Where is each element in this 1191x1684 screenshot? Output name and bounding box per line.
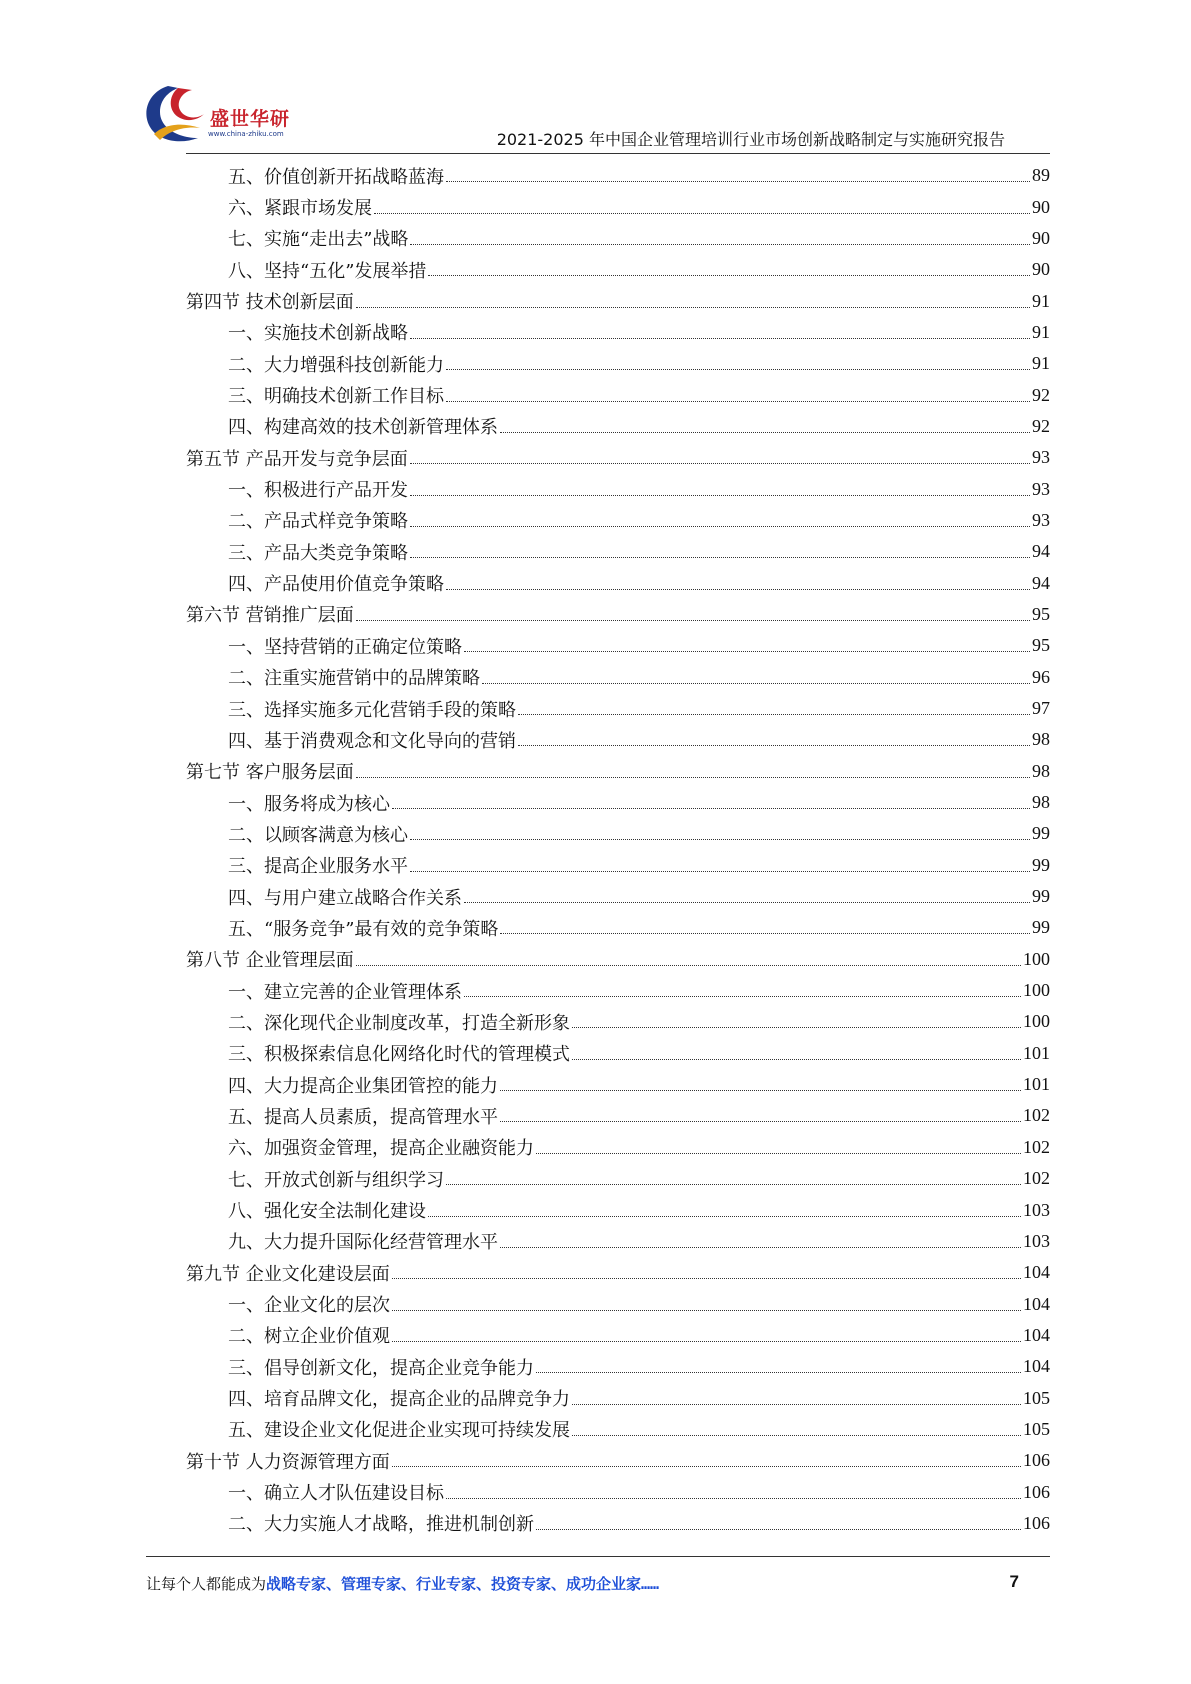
toc-page-number: 101 [1023,1074,1050,1095]
header-divider [186,153,1050,154]
toc-leader-dots [572,1435,1021,1436]
toc-leader-dots [410,526,1030,527]
toc-leader-dots [410,557,1030,558]
toc-page-number: 106 [1023,1450,1050,1471]
toc-item-row[interactable] [186,223,1050,254]
toc-item-row[interactable] [186,1038,1050,1069]
toc-item-row[interactable] [186,1288,1050,1319]
toc-page-number: 100 [1023,1011,1050,1032]
toc-leader-dots [356,620,1030,621]
toc-label: 五、提高人员素质，提高管理水平 [228,1106,498,1128]
toc-label: 四、产品使用价值竞争策略 [228,574,444,596]
toc-label: 第八节 企业管理层面 [186,950,354,972]
toc-page-number: 104 [1023,1293,1050,1314]
toc-item-row[interactable] [186,505,1050,536]
toc-label: 八、强化安全法制化建设 [228,1201,426,1223]
toc-label: 三、倡导创新文化，提高企业竞争能力 [228,1357,534,1379]
toc-leader-dots [536,1153,1021,1154]
toc-label: 六、紧跟市场发展 [228,198,372,220]
toc-page-number: 91 [1032,353,1050,374]
toc-label: 四、基于消费观念和文化导向的营销 [228,730,516,752]
toc-page-number: 102 [1023,1105,1050,1126]
toc-leader-dots [392,808,1030,809]
toc-item-row[interactable] [186,818,1050,849]
toc-leader-dots [428,275,1030,276]
toc-leader-dots [410,871,1030,872]
toc-leader-dots [410,839,1030,840]
toc-item-row[interactable] [186,411,1050,442]
toc-leader-dots [518,714,1030,715]
logo-url: www.china-zhiku.com [208,130,284,138]
toc-label: 三、产品大类竞争策略 [228,542,408,564]
toc-page-number: 90 [1032,259,1050,280]
toc-page-number: 99 [1032,886,1050,907]
toc-leader-dots [410,463,1030,464]
toc-label: 四、与用户建立战略合作关系 [228,887,462,909]
toc-label: 第十节 人力资源管理方面 [186,1451,390,1473]
toc-leader-dots [428,1216,1021,1217]
toc-leader-dots [446,181,1030,182]
toc-leader-dots [500,933,1030,934]
toc-page-number: 91 [1032,321,1050,342]
toc-page-number: 96 [1032,666,1050,687]
toc-item-row[interactable] [186,1132,1050,1163]
toc-leader-dots [500,1121,1021,1122]
toc-section-row[interactable] [186,285,1050,316]
toc-label: 一、确立人才队伍建设目标 [228,1483,444,1505]
toc-page-number: 90 [1032,227,1050,248]
toc-leader-dots [356,777,1030,778]
toc-page-number: 103 [1023,1230,1050,1251]
toc-item-row[interactable] [186,1508,1050,1539]
toc-label: 二、深化现代企业制度改革，打造全新形象 [228,1012,570,1034]
toc-section-row[interactable] [186,756,1050,787]
toc-leader-dots [410,338,1030,339]
toc-page-number: 93 [1032,478,1050,499]
toc-label: 三、明确技术创新工作目标 [228,386,444,408]
toc-label: 九、大力提升国际化经营管理水平 [228,1232,498,1254]
toc-label: 八、坚持“五化”发展举措 [228,260,427,282]
toc-leader-dots [464,996,1021,997]
toc-label: 三、积极探索信息化网络化时代的管理模式 [228,1044,570,1066]
toc-item-row[interactable] [186,1382,1050,1413]
toc-item-row[interactable] [186,1069,1050,1100]
toc-leader-dots [464,651,1030,652]
toc-label: 七、实施“走出去”战略 [228,229,409,251]
toc-label: 二、树立企业价值观 [228,1326,390,1348]
toc-item-row[interactable] [186,1414,1050,1445]
toc-item-row[interactable] [186,473,1050,504]
toc-label: 六、加强资金管理，提高企业融资能力 [228,1138,534,1160]
toc-label: 第七节 客户服务层面 [186,762,354,784]
toc-item-row[interactable] [186,1100,1050,1131]
toc-leader-dots [500,1247,1021,1248]
toc-leader-dots [482,683,1030,684]
toc-page-number: 93 [1032,509,1050,530]
toc-leader-dots [572,1027,1021,1028]
page-header [0,0,1191,160]
toc-label: 七、开放式创新与组织学习 [228,1169,444,1191]
toc-page-number: 95 [1032,603,1050,624]
toc-label: 二、产品式样竞争策略 [228,511,408,533]
toc-page-number: 90 [1032,196,1050,217]
toc-item-row[interactable] [186,1163,1050,1194]
page-number: 7 [1009,1572,1019,1591]
toc-page-number: 92 [1032,415,1050,436]
toc-page-number: 89 [1032,165,1050,186]
toc-label: 第六节 营销推广层面 [186,605,354,627]
toc-leader-dots [446,1184,1021,1185]
toc-section-row[interactable] [186,1257,1050,1288]
toc-leader-dots [572,1404,1021,1405]
toc-page-number: 97 [1032,698,1050,719]
toc-label: 第五节 产品开发与竞争层面 [186,448,408,470]
toc-page-number: 104 [1023,1356,1050,1377]
footer-slogan [146,1573,659,1594]
toc-label: 四、大力提高企业集团管控的能力 [228,1075,498,1097]
toc-label: 二、大力增强科技创新能力 [228,354,444,376]
toc-leader-dots [392,1278,1021,1279]
toc-section-row[interactable] [186,442,1050,473]
toc-page-number: 106 [1023,1481,1050,1502]
toc-label: 四、构建高效的技术创新管理体系 [228,417,498,439]
toc-item-row[interactable] [186,1476,1050,1507]
toc-label: 一、服务将成为核心 [228,793,390,815]
toc-label: 四、培育品牌文化，提高企业的品牌竞争力 [228,1389,570,1411]
toc-label: 五、建设企业文化促进企业实现可持续发展 [228,1420,570,1442]
toc-leader-dots [500,1090,1021,1091]
toc-leader-dots [392,1310,1021,1311]
toc-item-row[interactable] [186,630,1050,661]
toc-leader-dots [356,307,1030,308]
toc-item-row[interactable] [186,348,1050,379]
toc-item-row[interactable] [186,567,1050,598]
toc-label: 一、实施技术创新战略 [228,323,408,345]
toc-label: 二、注重实施营销中的品牌策略 [228,668,480,690]
toc-page-number: 93 [1032,447,1050,468]
toc-page-number: 95 [1032,635,1050,656]
toc-label: 一、坚持营销的正确定位策略 [228,636,462,658]
toc-page-number: 91 [1032,290,1050,311]
toc-page-number: 106 [1023,1512,1050,1533]
toc-label: 第九节 企业文化建设层面 [186,1263,390,1285]
toc-leader-dots [410,495,1030,496]
toc-page-number: 98 [1032,760,1050,781]
toc-item-row[interactable] [186,975,1050,1006]
toc-label: 二、大力实施人才战略，推进机制创新 [228,1514,534,1536]
toc-section-row[interactable] [186,599,1050,630]
footer-slogan-highlight: 战略专家、管理专家、行业专家、投资专家、成功企业家…… [266,1575,660,1593]
toc-section-row[interactable] [186,1445,1050,1476]
toc-label: 五、价值创新开拓战略蓝海 [228,166,444,188]
toc-item-row[interactable] [186,1006,1050,1037]
toc-leader-dots [518,745,1030,746]
toc-label: 一、积极进行产品开发 [228,480,408,502]
toc-leader-dots [446,401,1030,402]
toc-item-row[interactable] [186,160,1050,191]
toc-page-number: 99 [1032,917,1050,938]
toc-item-row[interactable] [186,191,1050,222]
toc-label: 第四节 技术创新层面 [186,292,354,314]
toc-label: 三、选择实施多元化营销手段的策略 [228,699,516,721]
toc-item-row[interactable] [186,1320,1050,1351]
toc-label: 三、提高企业服务水平 [228,856,408,878]
toc-page-number: 101 [1023,1042,1050,1063]
toc-page-number: 105 [1023,1418,1050,1439]
toc-page-number: 102 [1023,1168,1050,1189]
toc-page-number: 92 [1032,384,1050,405]
toc-label: 一、企业文化的层次 [228,1295,390,1317]
toc-label: 五、“服务竞争”最有效的竞争策略 [228,918,499,940]
toc-page-number: 105 [1023,1387,1050,1408]
toc-item-row[interactable] [186,881,1050,912]
toc-page-number: 100 [1023,948,1050,969]
toc-item-row[interactable] [186,536,1050,567]
toc-leader-dots [536,1529,1021,1530]
toc-page-number: 99 [1032,854,1050,875]
table-of-contents [186,160,1050,1539]
toc-leader-dots [410,244,1030,245]
toc-label: 一、建立完善的企业管理体系 [228,981,462,1003]
toc-section-row[interactable] [186,944,1050,975]
toc-item-row[interactable] [186,850,1050,881]
toc-page-number: 98 [1032,792,1050,813]
toc-leader-dots [572,1059,1021,1060]
toc-item-row[interactable] [186,379,1050,410]
toc-leader-dots [392,1341,1021,1342]
toc-item-row[interactable] [186,787,1050,818]
toc-item-row[interactable] [186,912,1050,943]
toc-item-row[interactable] [186,254,1050,285]
toc-page-number: 102 [1023,1136,1050,1157]
toc-leader-dots [500,432,1030,433]
toc-leader-dots [446,1498,1021,1499]
toc-page-number: 99 [1032,823,1050,844]
toc-item-row[interactable] [186,662,1050,693]
toc-page-number: 104 [1023,1262,1050,1283]
toc-leader-dots [464,902,1030,903]
toc-page-number: 94 [1032,572,1050,593]
toc-page-number: 104 [1023,1324,1050,1345]
logo-text: 盛世华研 [210,108,291,130]
toc-leader-dots [446,589,1030,590]
toc-leader-dots [392,1466,1021,1467]
toc-leader-dots [356,965,1021,966]
toc-item-row[interactable] [186,693,1050,724]
toc-leader-dots [446,369,1030,370]
toc-page-number: 94 [1032,541,1050,562]
footer-slogan-prefix: 让每个人都能成为 [146,1575,267,1593]
toc-item-row[interactable] [186,724,1050,755]
toc-item-row[interactable] [186,1351,1050,1382]
toc-page-number: 100 [1023,980,1050,1001]
report-title: 2021-2025 年中国企业管理培训行业市场创新战略制定与实施研究报告 [496,130,1005,149]
toc-item-row[interactable] [186,1226,1050,1257]
toc-leader-dots [536,1372,1021,1373]
toc-page-number: 98 [1032,729,1050,750]
footer-divider [146,1556,1050,1557]
toc-label: 二、以顾客满意为核心 [228,824,408,846]
toc-item-row[interactable] [186,317,1050,348]
toc-leader-dots [374,213,1030,214]
toc-page-number: 103 [1023,1199,1050,1220]
toc-item-row[interactable] [186,1194,1050,1225]
